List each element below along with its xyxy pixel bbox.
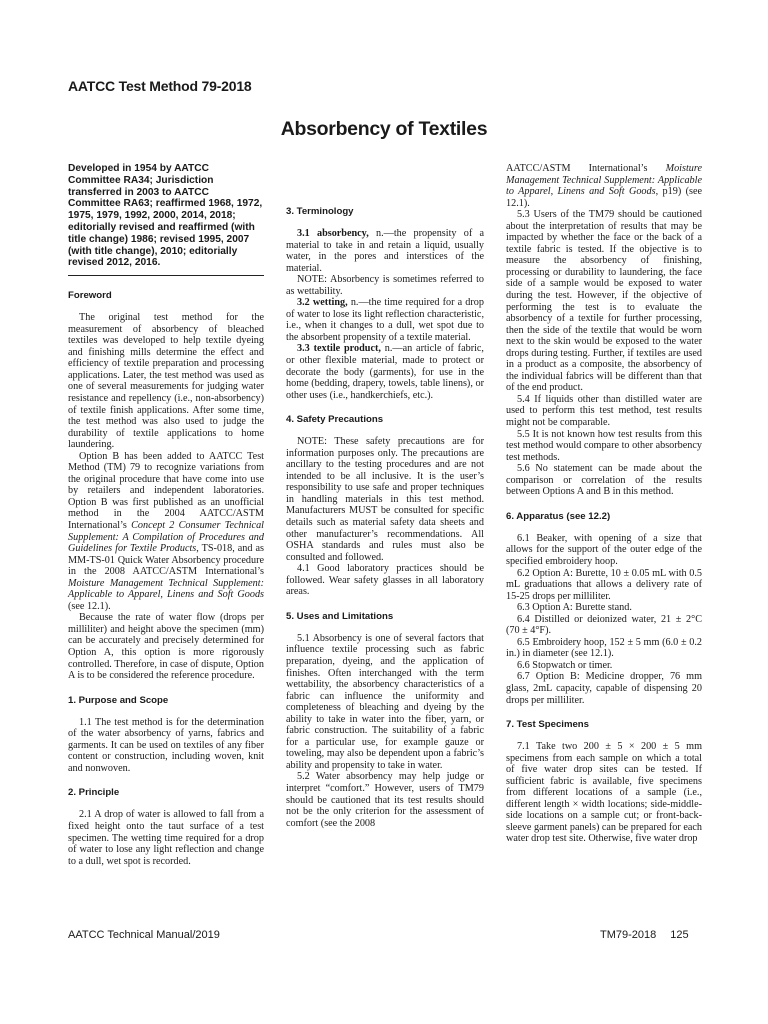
- term-absorbency: 3.1 absorbency, n.—the propensity of a material to take in and retain a liquid, usually water, in the pores and interstices of the material.: [286, 228, 484, 274]
- safety-note: NOTE: These safety precautions are for information purposes only. The precautions are ancillary to the testing procedures and are not intended to be all inclusive. It is the user’s responsibility to use safe and proper techniques in handling materials in this test method. Manufacturers MUST be consulted for specific details such as material safety data sheets and other manufacturer’s recommendations. All OSHA standards and rules must also be consulted and followed.: [286, 436, 484, 563]
- column-2: [286, 163, 484, 829]
- purpose-paragraph: 1.1 The test method is for the determination of the water absorbency of yarns, fabrics and garments. It can be used on textiles of any fiber content or construction, including woven, knit and nonwoven.: [68, 716, 264, 774]
- uses-paragraph: 5.6 No statement can be made about the comparison or correlation of the results between Options A and B in this method.: [506, 463, 702, 498]
- principle-paragraph: 2.1 A drop of water is allowed to fall from a fixed height onto the taut surface of a test specimen. The wetting time required for a drop of water to lose any light reflection and change to a dull, wet spot is recorded.: [68, 809, 264, 867]
- column-1: [68, 163, 264, 867]
- term-wetting: 3.2 wetting, n.—the time required for a drop of water to lose its light reflection characteristic, i.e., when it changes to a dull, wet spot due to the absorbent propensity of a textile material.: [286, 297, 484, 343]
- purpose-heading: 1. Purpose and Scope: [68, 694, 169, 706]
- uses-paragraph: 5.3 Users of the TM79 should be cautioned about the interpretation of results that may be impacted by whether the face or the back of a textile fabric is tested. If the objective is to measure the absorbency of finishing, processing or durability to laundering, the face side of a sample would be exposed to water during the test. However, if the objective of performing the test is to evaluate the absorbency of a textile for further processing, then the side of the textile that would be worn next to the skin would be exposed to the water drops during testing. Further, if textiles are used in a product as a composite, the absorbency of the individual fabrics will be different than that of the end product.: [506, 209, 702, 394]
- term-textile-product: 3.3 textile product, n.—an article of fabric, or other flexible material, made to protect or decorate the body (garments), for use in the home (bedding, drapery, towels, table linens), or other uses (i.e., handkerchiefs, etc.).: [286, 343, 484, 401]
- term-note: NOTE: Absorbency is sometimes referred to as wettability.: [286, 274, 484, 297]
- foreword-paragraph: Option B has been added to AATCC Test Method (TM) 79 to recognize variations from the original procedure that have come into use by retailers and independent laboratories. Option B was first published as an unofficial method in the 2004 AATCC/ASTM International’s Concept 2 Consumer Technical Supplement: A Compilation of Procedures and Guidelines for Textile Products, TS-018, and as MM-TS-01 Quick Water Absorbency procedure in the 2008 AATCC/ASTM International’s Moisture Management Technical Supplement: Applicable to Apparel, Linens and Soft Goods (see 12.1).: [68, 450, 264, 612]
- revision-history: Developed in 1954 by AATCC Committee RA34; Jurisdiction transferred in 2003 to AATCC Committee RA63; reaffirmed 1968, 1972, 1975, 1979, 1992, 2000, 2014, 2018; editorially revised and reaffirmed (with title change) 1986; revised 1995, 2007 (with title change), 2010; editorially revised 2012, 2016.: [68, 163, 264, 276]
- uses-heading: 5. Uses and Limitations: [286, 610, 394, 622]
- footer-page-info: [600, 929, 689, 941]
- foreword-heading: Foreword: [68, 290, 112, 302]
- apparatus-item: 6.5 Embroidery hoop, 152 ± 5 mm (6.0 ± 0.2 in.) in diameter (see 12.1).: [506, 636, 702, 660]
- footer-doc-id: TM79-2018: [600, 929, 657, 941]
- specimens-heading: 7. Test Specimens: [506, 719, 590, 731]
- safety-paragraph: 4.1 Good laboratory practices should be followed. Wear safety glasses in all laboratory areas.: [286, 563, 484, 598]
- apparatus-item: 6.6 Stopwatch or timer.: [517, 659, 613, 671]
- apparatus-item: 6.7 Option B: Medicine dropper, 76 mm glass, 2mL capacity, capable of dispensing 20 drops per milliliter.: [506, 671, 702, 706]
- page-number: 125: [670, 929, 689, 941]
- terminology-heading: 3. Terminology: [286, 206, 354, 217]
- foreword-paragraph: Because the rate of water flow (drops per milliliter) and height above the specimen (mm) can be accurately and precisely determined for Option A, this option is more rigorously controlled. Therefore, in case of dispute, Option A is to be considered the reference procedure.: [68, 612, 264, 682]
- principle-heading: 2. Principle: [68, 787, 120, 799]
- specimens-paragraph: 7.1 Take two 200 ± 5 × 200 ± 5 mm specimens from each sample on which a total of five water drop sites can be tested. If sufficient fabric is available, five specimens from different locations of a sample (i.e., different length × width locations; side-middle-side locations on a sample cut; or front-back-sleeve garment panels) can be prepared for each water drop test site. Otherwise, five water drop: [506, 741, 702, 845]
- method-header: AATCC Test Method 79-2018: [68, 78, 252, 94]
- foreword-paragraph: The original test method for the measurement of absorbency of bleached textiles was developed to help textile dyeing and finishing mills determine the effect and efficiency of textile preparation and processing applications. Later, the test method was used as one of several measurements for judging water resistance and repellency (i.e., non-absorbency) of textile finish applications. After some time, the test method was also used to judge the durability of textile applications to home laundering.: [68, 312, 264, 451]
- safety-heading: 4. Safety Precautions: [286, 414, 384, 426]
- uses-paragraph-continued: AATCC/ASTM International’s Moisture Management Technical Supplement: Applicable to Apparel, Linens and Soft Goods, p19) (see 12.1).: [506, 163, 702, 209]
- apparatus-item: 6.3 Option A: Burette stand.: [517, 602, 632, 614]
- page-title: Absorbency of Textiles: [280, 118, 488, 140]
- apparatus-item: 6.1 Beaker, with opening of a size that allows for the support of the outer edge of the specified embroidery hoop.: [506, 532, 702, 567]
- apparatus-item: 6.4 Distilled or deionized water, 21 ± 2°C (70 ± 4°F).: [506, 613, 702, 637]
- footer-manual: AATCC Technical Manual/2019: [68, 929, 220, 941]
- uses-paragraph: 5.5 It is not known how test results from this test method would compare to other absorbency test methods.: [506, 428, 702, 463]
- uses-paragraph: 5.4 If liquids other than distilled water are used to perform this test method, test results might not be comparable.: [506, 393, 702, 429]
- apparatus-item: 6.2 Option A: Burette, 10 ± 0.05 mL with 0.5 mL graduations that allows a delivery rate of 15-25 drops per milliliter.: [506, 567, 702, 602]
- uses-paragraph: 5.2 Water absorbency may help judge or interpret “comfort.” However, users of TM79 should be cautioned that its test results should not be the only criterion for the assessment of comfort (see the 2008: [286, 771, 484, 829]
- column-3: [506, 163, 702, 845]
- apparatus-heading: 6. Apparatus (see 12.2): [506, 510, 611, 522]
- uses-paragraph: 5.1 Absorbency is one of several factors that influence textile processing such as fabric preparation, dyeing, and the application of finishes. Often interchanged with the term wettability, the absorbency characteristics of a fabric can influence the uniformity and completeness of bleaching and dyeing by the ability to take in water into the fiber, yarn, or fabric construction. The suitability of a fabric for a particular use, for example gauze or toweling, may also be dependent upon a fabric’s ability and propensity to take in water.: [286, 632, 484, 771]
